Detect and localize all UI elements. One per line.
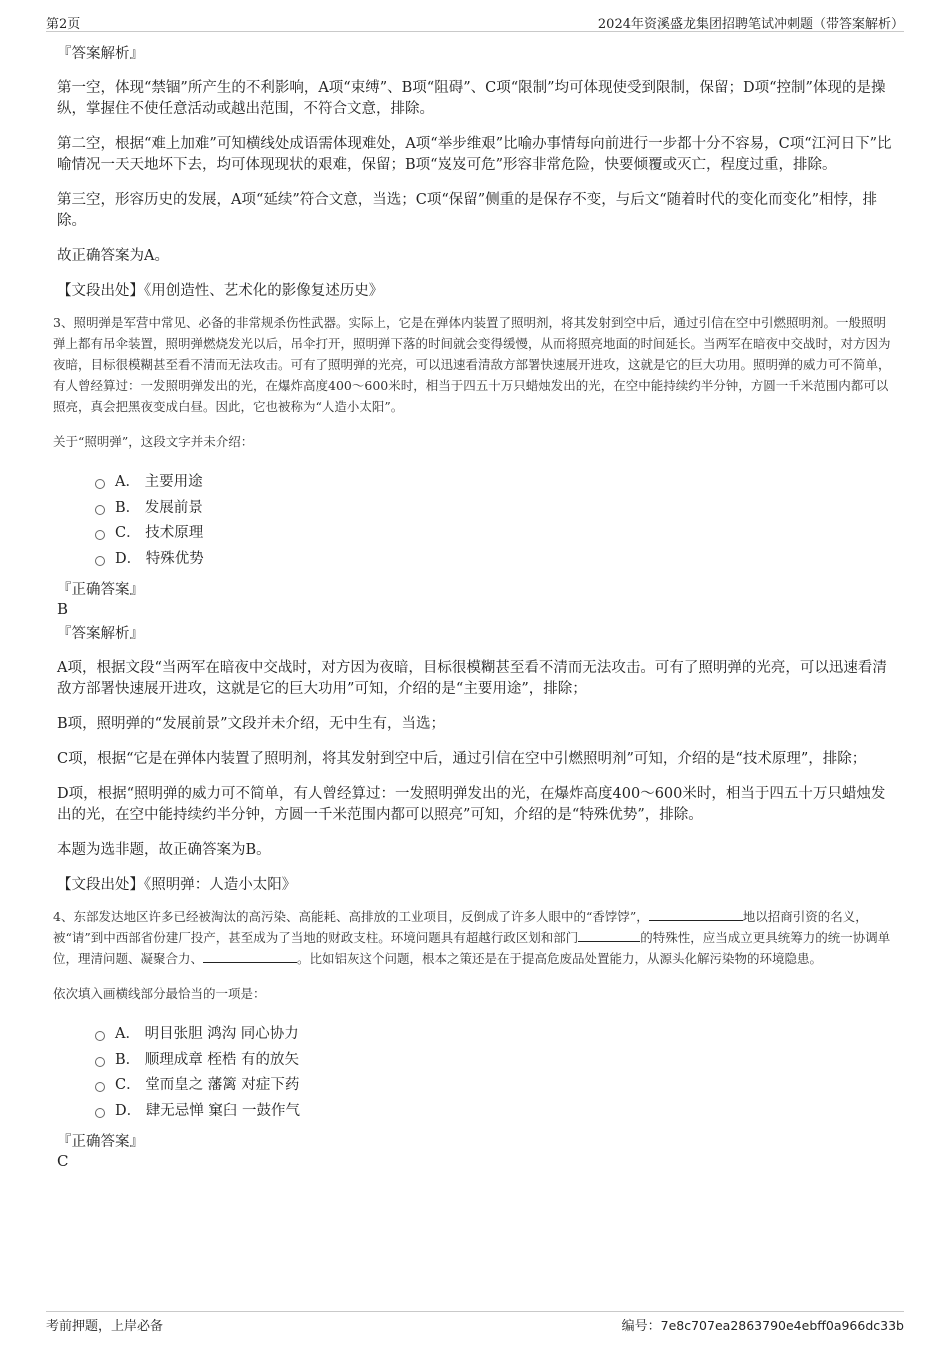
q3-option-b[interactable]: [95, 496, 895, 522]
option-label: B． 发展前景: [115, 499, 203, 516]
document-title: 2024年资溪盛龙集团招聘笔试冲刺题（带答案解析）: [597, 17, 904, 32]
q4-answer: C: [57, 1152, 69, 1170]
q4-option-c[interactable]: [95, 1073, 895, 1099]
q4-prompt: 依次填入画横线部分最恰当的一项是：: [53, 986, 266, 1001]
fill-blank: [578, 929, 640, 942]
radio-icon[interactable]: [95, 530, 105, 540]
q3-analysis-para: D项，根据“照明弹的威力可不简单，有人曾经算过：一发照明弹发出的光，在爆炸高度400～600米时，相当于四五十万只蜡烛发出的光，在空中能持续约半分钟，方圆一千米范围内都可以照亮”可知，介绍的是“特殊优势”，排除。: [57, 786, 886, 823]
radio-icon[interactable]: [95, 556, 105, 566]
option-label: A． 主要用途: [115, 474, 203, 490]
option-label: C． 技术原理: [115, 525, 204, 541]
fill-blank: [203, 950, 297, 963]
q2-analysis-para: 第二空，根据“难上加难”可知横线处成语需体现难处，A项“举步维艰”比喻办事情每向前进行一步都十分不容易，C项“江河日下”比喻情况一天天地坏下去，均可体现现状的艰难，保留；B项“岌岌可危”形容非常危险，快要倾覆或灭亡，程度过重，排除。: [57, 136, 892, 173]
radio-icon[interactable]: [95, 1057, 105, 1067]
option-label: A． 明目张胆 鸿沟 同心协力: [115, 1026, 299, 1042]
fill-blank: [649, 908, 743, 921]
q3-answer-label: 『正确答案』: [57, 582, 144, 598]
question-3: [53, 312, 895, 895]
page-number: 第2页: [46, 17, 81, 32]
option-label: C． 堂而皇之 藩篱 对症下药: [115, 1077, 300, 1093]
radio-icon[interactable]: [95, 1108, 105, 1118]
radio-icon[interactable]: [95, 1031, 105, 1041]
q2-source: 【文段出处】《用创造性、艺术化的影像复述历史》: [57, 283, 384, 299]
page-footer: [46, 1311, 904, 1338]
radio-icon[interactable]: [95, 479, 105, 489]
q2-analysis: [57, 44, 895, 301]
q3-answer: B: [57, 600, 69, 618]
radio-icon[interactable]: [95, 1082, 105, 1092]
radio-icon[interactable]: [95, 505, 105, 515]
q3-analysis-para: C项，根据“它是在弹体内装置了照明剂，将其发射到空中后，通过引信在空中引燃照明剂”可知，介绍的是“技术原理”，排除；: [57, 751, 867, 767]
document-code: 编号：7e8c707ea2863790e4ebff0a966dc33b: [621, 1318, 904, 1334]
q3-analysis-para: 本题为选非题，故正确答案为B。: [57, 842, 271, 858]
question-4: [53, 906, 895, 1171]
option-label: B． 顺理成章 桎梏 有的放矢: [115, 1051, 299, 1068]
q4-options: [95, 1022, 895, 1124]
q3-analysis-para: A项，根据文段“当两军在暗夜中交战时，对方因为夜暗，目标很模糊甚至看不清而无法攻击。可有了照明弹的光亮，可以迅速看清敌方部署快速展开进攻，这就是它的巨大功用”可知，介绍的是“主要用途”，排除；: [57, 660, 887, 697]
document-body: [53, 44, 895, 1176]
option-label: D． 肆无忌惮 窠臼 一鼓作气: [115, 1102, 300, 1119]
q2-analysis-para: 故正确答案为A。: [57, 248, 169, 264]
q3-analysis-para: B项，照明弹的“发展前景”文段并未介绍，无中生有，当选；: [57, 716, 445, 732]
q3-options: [95, 470, 895, 572]
q4-option-b[interactable]: [95, 1048, 895, 1074]
q3-stem: 3、照明弹是军营中常见、必备的非常规杀伤性武器。实际上，它是在弹体内装置了照明剂，将其发射到空中后，通过引信在空中引燃照明剂。一般照明弹上都有吊伞装置，照明弹燃烧发光以后，吊伞打开，照明弹下落的时间就会变得缓慢，从而将照亮地面的时间延长。当两军在暗夜中交战时，对方因为夜暗，目标很模糊甚至看不清而无法攻击。可有了照明弹的光亮，可以迅速看清敌方部署快速展开进攻，这就是它的巨大功用。照明弹的威力可不简单，有人曾经算过：一发照明弹发出的光，在爆炸高度400～600米时，相当于四五十万只蜡烛发出的光，在空中能持续约半分钟，方圆一千米范围内都可以照亮，真会把黑夜变成白昼。因此，它也被称为“人造小太阳”。: [53, 315, 891, 414]
q4-option-a[interactable]: [95, 1022, 895, 1048]
q2-analysis-label: 『答案解析』: [57, 46, 144, 62]
q3-option-a[interactable]: [95, 470, 895, 496]
q3-analysis-label: 『答案解析』: [57, 626, 144, 642]
page-header: [46, 11, 904, 32]
q4-stem: 4、东部发达地区许多已经被淘汰的高污染、高能耗、高排放的工业项目，反倒成了许多人眼中的“香饽饽”， 地以招商引资的名义，被“请”到中西部省份建厂投产，甚至成为了当地的财政支柱。环境问题具有超越行政区划和部门 的特殊性，应当成立更具统筹力的统一协调单位，理清问题、凝聚合力、 。比如铝灰这个问题，根本之策还是在于提高危废品处置能力，从源头化解污染物的环境隐患。: [53, 909, 891, 966]
q2-analysis-para: 第一空，体现“禁锢”所产生的不利影响，A项“束缚”、B项“阻碍”、C项“限制”均可体现使受到限制，保留；D项“控制”体现的是操纵，掌握住不使任意活动或越出范围，不符合文意，排除。: [57, 80, 886, 117]
q3-option-d[interactable]: [95, 547, 895, 573]
q4-answer-label: 『正确答案』: [57, 1134, 144, 1150]
q3-prompt: 关于“照明弹”，这段文字并未介绍：: [53, 434, 254, 449]
q3-option-c[interactable]: [95, 521, 895, 547]
option-label: D． 特殊优势: [115, 550, 204, 567]
footer-slogan: 考前押题，上岸必备: [46, 1319, 164, 1334]
q2-analysis-para: 第三空，形容历史的发展，A项“延续”符合文意，当选；C项“保留”侧重的是保存不变，与后文“随着时代的变化而变化”相悖，排除。: [57, 192, 878, 229]
q4-option-d[interactable]: [95, 1099, 895, 1125]
q3-source: 【文段出处】《照明弹：人造小太阳》: [57, 877, 297, 893]
